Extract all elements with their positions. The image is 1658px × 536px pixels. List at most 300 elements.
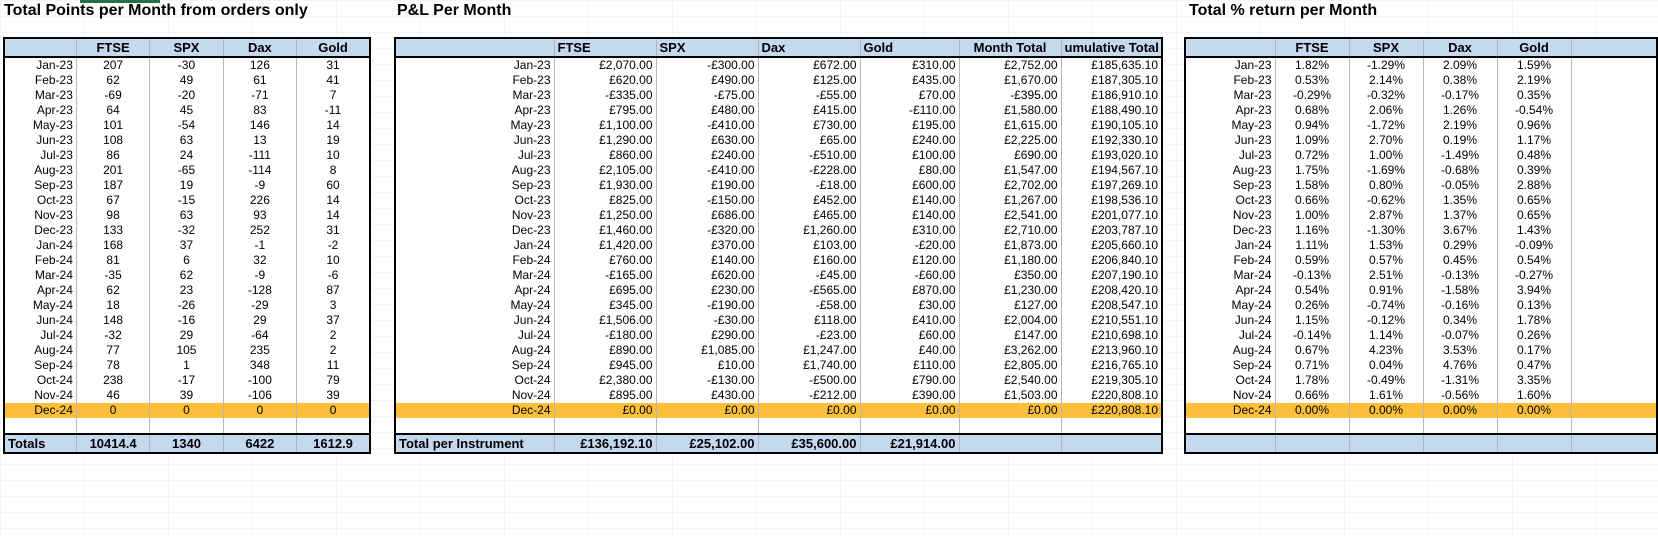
value-cell[interactable]: -0.62% [1349,193,1423,208]
value-cell[interactable]: 146 [223,118,296,133]
month-cell[interactable]: Apr-23 [4,103,76,118]
total-cell[interactable] [1061,434,1162,453]
value-cell[interactable]: £620.00 [656,268,758,283]
month-cell[interactable]: Oct-24 [4,373,76,388]
value-cell[interactable]: -0.54% [1497,103,1571,118]
month-cell[interactable]: May-24 [395,298,554,313]
value-cell[interactable]: -£410.00 [656,163,758,178]
value-cell[interactable]: 63 [150,208,223,223]
value-cell[interactable]: -0.16% [1423,298,1497,313]
value-cell[interactable]: -£212.00 [758,388,860,403]
value-cell[interactable]: £690.00 [959,148,1061,163]
points-header-cell[interactable]: Dax [223,38,296,57]
value-cell[interactable]: 1.17% [1497,133,1571,148]
month-cell[interactable]: Apr-24 [4,283,76,298]
value-cell[interactable]: 0 [297,403,370,418]
value-cell[interactable]: 0.80% [1349,178,1423,193]
total-cell[interactable] [1275,434,1349,453]
blank-cell[interactable] [1571,418,1657,434]
value-cell[interactable]: £1,100.00 [554,118,656,133]
total-cell[interactable] [1349,434,1423,453]
value-cell[interactable]: £210,698.10 [1061,328,1162,343]
value-cell[interactable]: 3.94% [1497,283,1571,298]
value-cell[interactable]: 3.35% [1497,373,1571,388]
blank-cell[interactable] [1571,283,1657,298]
blank-cell[interactable] [1571,328,1657,343]
value-cell[interactable]: -£510.00 [758,148,860,163]
value-cell[interactable]: -£60.00 [860,268,959,283]
month-cell[interactable]: Oct-24 [395,373,554,388]
blank-cell[interactable] [1571,403,1657,418]
value-cell[interactable]: 0.47% [1497,358,1571,373]
value-cell[interactable]: -0.05% [1423,178,1497,193]
value-cell[interactable]: -0.13% [1423,268,1497,283]
value-cell[interactable]: 77 [76,343,149,358]
value-cell[interactable]: £435.00 [860,73,959,88]
value-cell[interactable]: 201 [76,163,149,178]
month-cell[interactable]: Feb-23 [4,73,76,88]
value-cell[interactable]: 108 [76,133,149,148]
value-cell[interactable]: £216,765.10 [1061,358,1162,373]
month-cell[interactable]: Mar-23 [4,88,76,103]
value-cell[interactable]: 41 [297,73,370,88]
pnl-header-cell[interactable]: umulative Total [1061,38,1162,57]
value-cell[interactable]: £230.00 [656,283,758,298]
value-cell[interactable]: 10 [297,148,370,163]
blank-cell[interactable] [1571,223,1657,238]
value-cell[interactable]: -17 [150,373,223,388]
month-cell[interactable]: Aug-23 [395,163,554,178]
month-cell[interactable]: Oct-23 [1185,193,1275,208]
value-cell[interactable]: 1.75% [1275,163,1349,178]
value-cell[interactable]: £1,670.00 [959,73,1061,88]
value-cell[interactable]: £120.00 [860,253,959,268]
value-cell[interactable]: 0.72% [1275,148,1349,163]
month-cell[interactable]: May-24 [4,298,76,313]
month-cell[interactable]: Jan-24 [4,238,76,253]
value-cell[interactable]: 78 [76,358,149,373]
value-cell[interactable]: 31 [297,223,370,238]
value-cell[interactable]: 1.11% [1275,238,1349,253]
value-cell[interactable]: £210,551.10 [1061,313,1162,328]
value-cell[interactable]: 1.14% [1349,328,1423,343]
value-cell[interactable]: £2,004.00 [959,313,1061,328]
value-cell[interactable]: -£30.00 [656,313,758,328]
value-cell[interactable]: 6 [150,253,223,268]
value-cell[interactable]: £208,420.10 [1061,283,1162,298]
points-header-cell[interactable]: FTSE [76,38,149,57]
blank-cell[interactable] [1275,418,1349,434]
value-cell[interactable]: -£565.00 [758,283,860,298]
value-cell[interactable]: -1.30% [1349,223,1423,238]
value-cell[interactable]: -£335.00 [554,88,656,103]
total-cell[interactable]: 6422 [223,434,296,453]
value-cell[interactable]: 133 [76,223,149,238]
value-cell[interactable]: £185,635.10 [1061,57,1162,73]
value-cell[interactable]: 0.65% [1497,193,1571,208]
value-cell[interactable]: £870.00 [860,283,959,298]
value-cell[interactable]: 64 [76,103,149,118]
value-cell[interactable]: 1.37% [1423,208,1497,223]
total-cell[interactable] [1423,434,1497,453]
value-cell[interactable]: -128 [223,283,296,298]
value-cell[interactable]: -0.49% [1349,373,1423,388]
value-cell[interactable]: £125.00 [758,73,860,88]
value-cell[interactable]: 3.67% [1423,223,1497,238]
value-cell[interactable]: £213,960.10 [1061,343,1162,358]
value-cell[interactable]: -0.29% [1275,88,1349,103]
value-cell[interactable]: 252 [223,223,296,238]
blank-cell[interactable] [1571,343,1657,358]
value-cell[interactable]: £1,547.00 [959,163,1061,178]
value-cell[interactable]: -£18.00 [758,178,860,193]
value-cell[interactable]: -0.14% [1275,328,1349,343]
value-cell[interactable]: £10.00 [656,358,758,373]
value-cell[interactable]: 1.60% [1497,388,1571,403]
value-cell[interactable]: £2,105.00 [554,163,656,178]
month-cell[interactable]: Dec-24 [395,403,554,418]
value-cell[interactable]: £2,541.00 [959,208,1061,223]
value-cell[interactable]: 187 [76,178,149,193]
month-cell[interactable]: Dec-24 [4,403,76,418]
value-cell[interactable]: 0.67% [1275,343,1349,358]
value-cell[interactable]: 62 [76,73,149,88]
value-cell[interactable]: -£320.00 [656,223,758,238]
value-cell[interactable]: £198,536.10 [1061,193,1162,208]
month-cell[interactable]: Dec-23 [395,223,554,238]
value-cell[interactable]: -1.58% [1423,283,1497,298]
points-header-cell[interactable]: Gold [297,38,370,57]
value-cell[interactable]: 0.34% [1423,313,1497,328]
total-cell[interactable] [959,434,1061,453]
value-cell[interactable]: -£110.00 [860,103,959,118]
value-cell[interactable]: -1.31% [1423,373,1497,388]
returns-header-cell[interactable]: Dax [1423,38,1497,57]
value-cell[interactable]: 4.23% [1349,343,1423,358]
value-cell[interactable]: 13 [223,133,296,148]
value-cell[interactable]: 2.06% [1349,103,1423,118]
pnl-header-cell[interactable]: SPX [656,38,758,57]
month-cell[interactable]: May-23 [4,118,76,133]
value-cell[interactable]: £147.00 [959,328,1061,343]
value-cell[interactable]: 1.43% [1497,223,1571,238]
value-cell[interactable]: £193,020.10 [1061,148,1162,163]
blank-cell[interactable] [150,418,223,434]
value-cell[interactable]: -1.72% [1349,118,1423,133]
blank-cell[interactable] [554,418,656,434]
value-cell[interactable]: 29 [223,313,296,328]
value-cell[interactable]: 1.58% [1275,178,1349,193]
value-cell[interactable]: £1,230.00 [959,283,1061,298]
value-cell[interactable]: £310.00 [860,223,959,238]
value-cell[interactable]: £1,290.00 [554,133,656,148]
value-cell[interactable]: 8 [297,163,370,178]
value-cell[interactable]: 0.94% [1275,118,1349,133]
value-cell[interactable]: 1.00% [1349,148,1423,163]
value-cell[interactable]: 235 [223,343,296,358]
value-cell[interactable]: £205,660.10 [1061,238,1162,253]
month-cell[interactable]: Oct-23 [395,193,554,208]
value-cell[interactable]: £190,105.10 [1061,118,1162,133]
value-cell[interactable]: £290.00 [656,328,758,343]
value-cell[interactable]: -1.49% [1423,148,1497,163]
value-cell[interactable]: 1.00% [1275,208,1349,223]
value-cell[interactable]: £0.00 [656,403,758,418]
month-cell[interactable]: Nov-23 [4,208,76,223]
value-cell[interactable]: 0.19% [1423,133,1497,148]
blank-cell[interactable] [1349,418,1423,434]
value-cell[interactable]: £686.00 [656,208,758,223]
value-cell[interactable]: £0.00 [860,403,959,418]
value-cell[interactable]: 32 [223,253,296,268]
blank-cell[interactable] [1571,298,1657,313]
value-cell[interactable]: £1,580.00 [959,103,1061,118]
value-cell[interactable]: £350.00 [959,268,1061,283]
month-cell[interactable]: May-24 [1185,298,1275,313]
month-cell[interactable]: Mar-24 [4,268,76,283]
month-cell[interactable]: Jul-23 [395,148,554,163]
value-cell[interactable]: £2,805.00 [959,358,1061,373]
value-cell[interactable]: 1.26% [1423,103,1497,118]
month-cell[interactable]: Jan-23 [395,57,554,73]
value-cell[interactable]: 83 [223,103,296,118]
blank-cell[interactable] [1571,73,1657,88]
value-cell[interactable]: £140.00 [860,193,959,208]
value-cell[interactable]: £70.00 [860,88,959,103]
value-cell[interactable]: £3,262.00 [959,343,1061,358]
value-cell[interactable]: -111 [223,148,296,163]
value-cell[interactable]: 0.66% [1275,388,1349,403]
month-cell[interactable]: May-23 [395,118,554,133]
value-cell[interactable]: 2.19% [1497,73,1571,88]
blank-cell[interactable] [656,418,758,434]
points-header-cell[interactable]: SPX [150,38,223,57]
value-cell[interactable]: -16 [150,313,223,328]
total-cell[interactable]: 1340 [150,434,223,453]
month-cell[interactable]: Nov-24 [395,388,554,403]
value-cell[interactable]: £103.00 [758,238,860,253]
pnl-header-cell[interactable]: Month Total [959,38,1061,57]
value-cell[interactable]: 0.00% [1349,403,1423,418]
month-cell[interactable]: Feb-24 [1185,253,1275,268]
value-cell[interactable]: 0.35% [1497,88,1571,103]
value-cell[interactable]: -£410.00 [656,118,758,133]
month-cell[interactable]: Jun-23 [1185,133,1275,148]
value-cell[interactable]: £195.00 [860,118,959,133]
value-cell[interactable]: 93 [223,208,296,223]
value-cell[interactable]: -£130.00 [656,373,758,388]
value-cell[interactable]: 105 [150,343,223,358]
blank-cell[interactable] [1571,434,1657,453]
value-cell[interactable]: 1.16% [1275,223,1349,238]
value-cell[interactable]: £1,267.00 [959,193,1061,208]
month-cell[interactable]: Jan-23 [1185,57,1275,73]
month-cell[interactable]: Nov-23 [395,208,554,223]
month-cell[interactable]: Sep-24 [1185,358,1275,373]
value-cell[interactable]: 49 [150,73,223,88]
value-cell[interactable]: -106 [223,388,296,403]
value-cell[interactable]: 0 [76,403,149,418]
value-cell[interactable]: 0 [223,403,296,418]
returns-header-cell[interactable]: Gold [1497,38,1571,57]
value-cell[interactable]: 79 [297,373,370,388]
value-cell[interactable]: -£58.00 [758,298,860,313]
month-cell[interactable]: Aug-24 [395,343,554,358]
blank-cell[interactable] [297,418,370,434]
value-cell[interactable]: 0.66% [1275,193,1349,208]
blank-cell[interactable] [1571,373,1657,388]
month-cell[interactable]: Nov-23 [1185,208,1275,223]
value-cell[interactable]: 62 [76,283,149,298]
value-cell[interactable]: 0.39% [1497,163,1571,178]
value-cell[interactable]: 1.61% [1349,388,1423,403]
value-cell[interactable]: 2.51% [1349,268,1423,283]
month-cell[interactable]: Jul-24 [4,328,76,343]
month-cell[interactable]: Oct-23 [4,193,76,208]
value-cell[interactable]: -35 [76,268,149,283]
value-cell[interactable]: £1,873.00 [959,238,1061,253]
value-cell[interactable]: £2,702.00 [959,178,1061,193]
blank-cell[interactable] [1571,88,1657,103]
value-cell[interactable]: £860.00 [554,148,656,163]
value-cell[interactable]: 101 [76,118,149,133]
value-cell[interactable]: 1.78% [1497,313,1571,328]
month-cell[interactable]: Apr-24 [395,283,554,298]
value-cell[interactable]: 63 [150,133,223,148]
value-cell[interactable]: -£150.00 [656,193,758,208]
value-cell[interactable]: -£23.00 [758,328,860,343]
value-cell[interactable]: £1,615.00 [959,118,1061,133]
value-cell[interactable]: 1.15% [1275,313,1349,328]
value-cell[interactable]: £672.00 [758,57,860,73]
value-cell[interactable]: 126 [223,57,296,73]
value-cell[interactable]: 0.96% [1497,118,1571,133]
month-cell[interactable]: Dec-24 [1185,403,1275,418]
value-cell[interactable]: £890.00 [554,343,656,358]
value-cell[interactable]: -£20.00 [860,238,959,253]
value-cell[interactable]: 2.87% [1349,208,1423,223]
month-cell[interactable]: Aug-23 [1185,163,1275,178]
blank-cell[interactable] [1061,418,1162,434]
value-cell[interactable]: 61 [223,73,296,88]
value-cell[interactable]: -11 [297,103,370,118]
value-cell[interactable]: 2.88% [1497,178,1571,193]
value-cell[interactable]: £600.00 [860,178,959,193]
value-cell[interactable]: £825.00 [554,193,656,208]
blank-cell[interactable] [1571,268,1657,283]
value-cell[interactable]: -32 [150,223,223,238]
value-cell[interactable]: 2.09% [1423,57,1497,73]
value-cell[interactable]: 14 [297,118,370,133]
month-cell[interactable]: Mar-24 [1185,268,1275,283]
value-cell[interactable]: 348 [223,358,296,373]
value-cell[interactable]: -0.12% [1349,313,1423,328]
total-cell[interactable] [1185,434,1275,453]
month-cell[interactable]: May-23 [1185,118,1275,133]
value-cell[interactable]: £208,547.10 [1061,298,1162,313]
value-cell[interactable]: -0.17% [1423,88,1497,103]
value-cell[interactable]: £190.00 [656,178,758,193]
value-cell[interactable]: £160.00 [758,253,860,268]
value-cell[interactable]: 37 [150,238,223,253]
value-cell[interactable]: -£165.00 [554,268,656,283]
value-cell[interactable]: 0.53% [1275,73,1349,88]
value-cell[interactable]: £480.00 [656,103,758,118]
value-cell[interactable]: 81 [76,253,149,268]
month-cell[interactable]: Feb-23 [1185,73,1275,88]
value-cell[interactable]: 1.53% [1349,238,1423,253]
value-cell[interactable]: 10 [297,253,370,268]
value-cell[interactable]: 24 [150,148,223,163]
value-cell[interactable]: 7 [297,88,370,103]
value-cell[interactable]: 37 [297,313,370,328]
value-cell[interactable]: £430.00 [656,388,758,403]
value-cell[interactable]: 0.13% [1497,298,1571,313]
value-cell[interactable]: 0.04% [1349,358,1423,373]
value-cell[interactable]: -£228.00 [758,163,860,178]
pnl-header-cell[interactable]: Dax [758,38,860,57]
month-cell[interactable]: Jun-23 [395,133,554,148]
value-cell[interactable]: -£500.00 [758,373,860,388]
value-cell[interactable]: 67 [76,193,149,208]
month-cell[interactable]: Apr-23 [395,103,554,118]
value-cell[interactable]: 0.71% [1275,358,1349,373]
value-cell[interactable]: £240.00 [860,133,959,148]
month-cell[interactable]: Jun-24 [1185,313,1275,328]
value-cell[interactable]: £895.00 [554,388,656,403]
value-cell[interactable]: £2,752.00 [959,57,1061,73]
value-cell[interactable]: -1.29% [1349,57,1423,73]
points-header-cell[interactable] [4,38,76,57]
blank-cell[interactable] [1571,313,1657,328]
value-cell[interactable]: 0.45% [1423,253,1497,268]
value-cell[interactable]: £201,077.10 [1061,208,1162,223]
value-cell[interactable]: 39 [297,388,370,403]
month-cell[interactable]: Mar-24 [395,268,554,283]
value-cell[interactable]: -£45.00 [758,268,860,283]
value-cell[interactable]: -54 [150,118,223,133]
value-cell[interactable]: -69 [76,88,149,103]
month-cell[interactable]: Aug-24 [1185,343,1275,358]
value-cell[interactable]: £410.00 [860,313,959,328]
returns-header-cell[interactable]: FTSE [1275,38,1349,57]
value-cell[interactable]: £945.00 [554,358,656,373]
value-cell[interactable]: -£55.00 [758,88,860,103]
returns-header-cell[interactable] [1571,38,1657,57]
value-cell[interactable]: £490.00 [656,73,758,88]
value-cell[interactable]: 19 [297,133,370,148]
value-cell[interactable]: £452.00 [758,193,860,208]
month-cell[interactable]: Nov-24 [4,388,76,403]
value-cell[interactable]: 39 [150,388,223,403]
value-cell[interactable]: £207,190.10 [1061,268,1162,283]
month-cell[interactable]: Jan-24 [395,238,554,253]
month-cell[interactable]: Dec-23 [4,223,76,238]
month-cell[interactable]: Sep-24 [395,358,554,373]
value-cell[interactable]: 0.00% [1275,403,1349,418]
total-cell[interactable]: 10414.4 [76,434,149,453]
month-cell[interactable]: Jun-24 [4,313,76,328]
month-cell[interactable]: Sep-23 [1185,178,1275,193]
month-cell[interactable]: Jan-24 [1185,238,1275,253]
month-cell[interactable]: Feb-23 [395,73,554,88]
value-cell[interactable]: -15 [150,193,223,208]
value-cell[interactable]: £203,787.10 [1061,223,1162,238]
value-cell[interactable]: -114 [223,163,296,178]
value-cell[interactable]: £630.00 [656,133,758,148]
value-cell[interactable]: 62 [150,268,223,283]
totals-label[interactable]: Total per Instrument [395,434,554,453]
